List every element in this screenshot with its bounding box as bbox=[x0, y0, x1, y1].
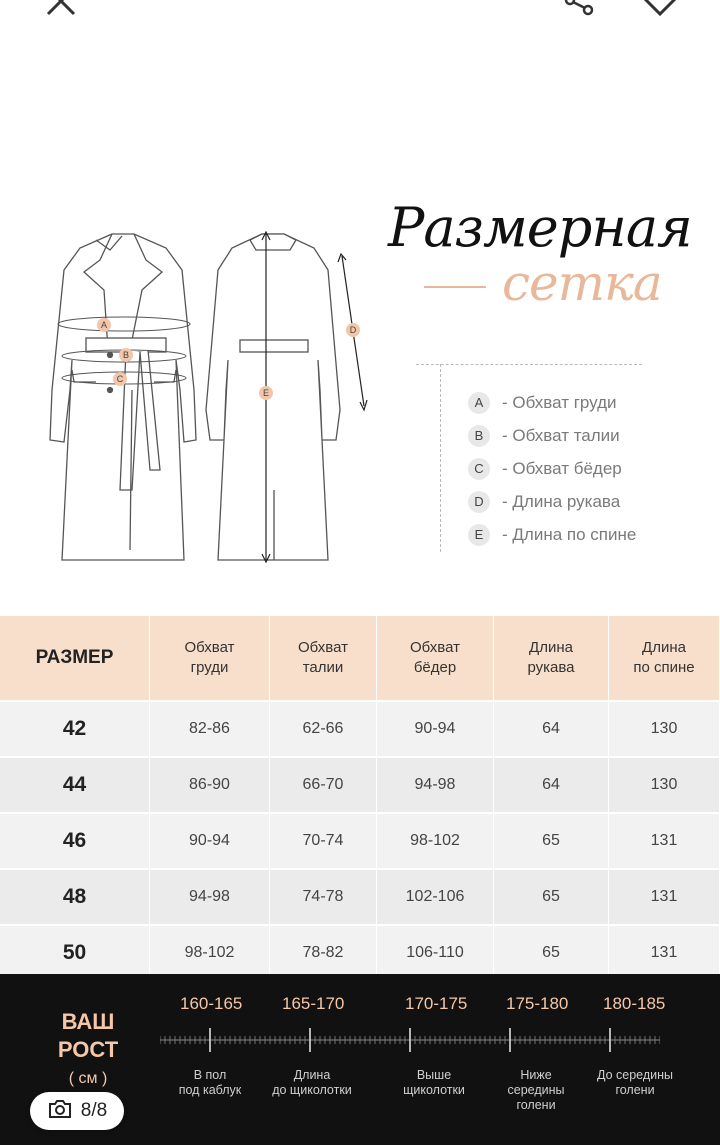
camera-icon bbox=[47, 1098, 73, 1125]
cell-size: 50 bbox=[0, 925, 150, 980]
table-row bbox=[0, 869, 720, 925]
cell-size: 46 bbox=[0, 813, 150, 869]
coat-back-drawing bbox=[206, 234, 340, 560]
height-note: В пол под каблук bbox=[178, 1068, 242, 1097]
legend bbox=[468, 386, 636, 551]
legend-label: - Обхват бёдер bbox=[502, 458, 622, 478]
height-label: ВАШ РОСТ bbox=[57, 1009, 119, 1062]
cell-waist: 70-74 bbox=[270, 813, 377, 869]
legend-key: B bbox=[468, 425, 490, 447]
title-divider bbox=[424, 286, 486, 288]
legend-key: A bbox=[468, 392, 490, 414]
cell-hips: 106-110 bbox=[377, 925, 494, 980]
gallery-counter-text: 8/8 bbox=[80, 1100, 108, 1121]
cell-sleeve: 65 bbox=[494, 869, 609, 925]
share-icon[interactable] bbox=[560, 0, 600, 23]
table-header-row bbox=[0, 616, 720, 701]
cell-size: 48 bbox=[0, 869, 150, 925]
legend-divider-horizontal bbox=[416, 364, 642, 365]
cell-back-length: 131 bbox=[609, 869, 720, 925]
cell-waist: 78-82 bbox=[270, 925, 377, 980]
legend-divider-vertical bbox=[440, 364, 441, 552]
marker-a: A bbox=[100, 320, 108, 330]
header-hips: Обхват бёдер bbox=[377, 616, 494, 701]
cell-sleeve: 65 bbox=[494, 813, 609, 869]
cell-hips: 94-98 bbox=[377, 757, 494, 813]
close-icon[interactable] bbox=[44, 0, 78, 25]
cell-size: 44 bbox=[0, 757, 150, 813]
cell-chest: 98-102 bbox=[150, 925, 270, 980]
cell-hips: 90-94 bbox=[377, 701, 494, 757]
size-table bbox=[0, 616, 720, 980]
legend-item bbox=[468, 485, 636, 518]
coat-front-drawing bbox=[50, 234, 196, 560]
header-size: РАЗМЕР bbox=[0, 616, 150, 701]
cell-back-length: 131 bbox=[609, 925, 720, 980]
legend-item bbox=[468, 419, 636, 452]
height-note: Ниже середины голени bbox=[507, 1068, 565, 1112]
top-bar bbox=[0, 0, 720, 30]
cell-waist: 74-78 bbox=[270, 869, 377, 925]
legend-label: - Обхват талии bbox=[502, 425, 620, 445]
legend-label: - Обхват груди bbox=[502, 392, 617, 412]
cell-back-length: 130 bbox=[609, 757, 720, 813]
height-range: 165-170 bbox=[282, 994, 345, 1013]
legend-label: - Длина рукава bbox=[502, 491, 621, 511]
marker-e: E bbox=[262, 388, 270, 398]
cell-chest: 90-94 bbox=[150, 813, 270, 869]
legend-key: C bbox=[468, 458, 490, 480]
height-note: Длина до щиколотки bbox=[272, 1068, 352, 1097]
cell-chest: 94-98 bbox=[150, 869, 270, 925]
marker-b: B bbox=[122, 350, 130, 360]
height-range: 160-165 bbox=[180, 994, 243, 1013]
title-line2: сетка bbox=[502, 254, 662, 312]
legend-item bbox=[468, 452, 636, 485]
cell-chest: 86-90 bbox=[150, 757, 270, 813]
cell-hips: 102-106 bbox=[377, 869, 494, 925]
chevron-down-icon[interactable] bbox=[640, 0, 680, 23]
cell-sleeve: 65 bbox=[494, 925, 609, 980]
legend-item bbox=[468, 386, 636, 419]
marker-d: D bbox=[349, 325, 357, 335]
title-line1: Размерная bbox=[388, 196, 692, 259]
cell-sleeve: 64 bbox=[494, 757, 609, 813]
gallery-counter[interactable] bbox=[30, 1092, 124, 1130]
legend-key: E bbox=[468, 524, 490, 546]
cell-sleeve: 64 bbox=[494, 701, 609, 757]
legend-key: D bbox=[468, 491, 490, 513]
height-range: 175-180 bbox=[506, 994, 569, 1013]
height-note: Выше щиколотки bbox=[403, 1068, 465, 1097]
height-note: До середины голени bbox=[596, 1068, 674, 1097]
cell-back-length: 131 bbox=[609, 813, 720, 869]
header-chest: Обхват груди bbox=[150, 616, 270, 701]
header-waist: Обхват талии bbox=[270, 616, 377, 701]
cell-size: 42 bbox=[0, 701, 150, 757]
table-row bbox=[0, 925, 720, 980]
legend-label: - Длина по спине bbox=[502, 524, 637, 544]
header-back-length: Длина по спине bbox=[609, 616, 720, 701]
height-unit: ( см ) bbox=[68, 1070, 108, 1087]
height-range: 170-175 bbox=[405, 994, 468, 1013]
legend-item bbox=[468, 518, 636, 551]
height-ruler bbox=[160, 1026, 660, 1054]
cell-back-length: 130 bbox=[609, 701, 720, 757]
header-sleeve: Длина рукава bbox=[494, 616, 609, 701]
table-row bbox=[0, 701, 720, 757]
height-range: 180-185 bbox=[603, 994, 666, 1013]
cell-waist: 66-70 bbox=[270, 757, 377, 813]
cell-waist: 62-66 bbox=[270, 701, 377, 757]
marker-c: C bbox=[116, 374, 124, 384]
cell-chest: 82-86 bbox=[150, 701, 270, 757]
table-row bbox=[0, 813, 720, 869]
cell-hips: 98-102 bbox=[377, 813, 494, 869]
table-row bbox=[0, 757, 720, 813]
